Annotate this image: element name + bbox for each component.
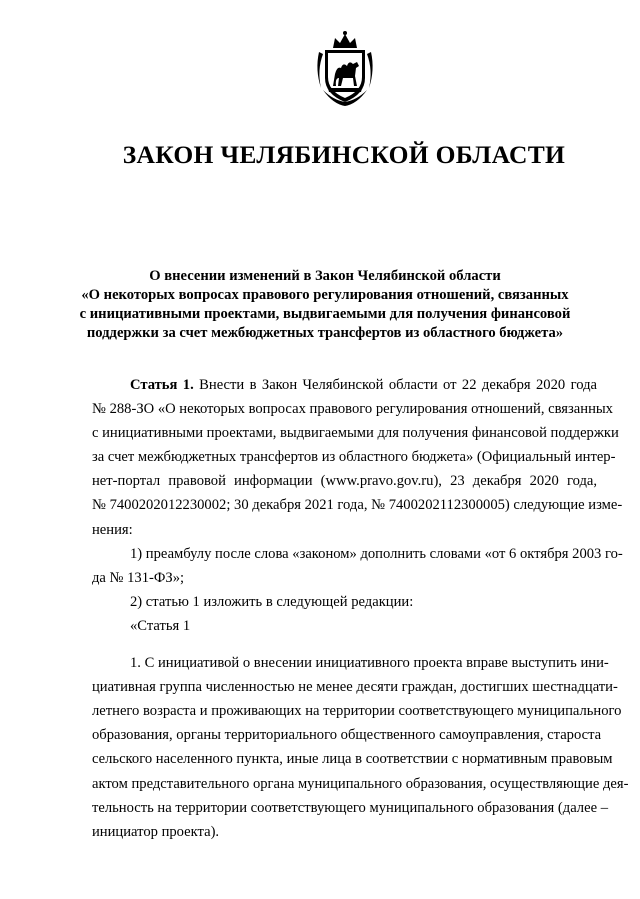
- law-body: [92, 373, 629, 844]
- item-text-line: 2) статью 1 изложить в следующей редакции:: [130, 593, 414, 610]
- paragraph-line: сельского населенного пункта, иные лица в соответствии с нормативным правовым: [92, 751, 613, 768]
- item-text-line: да № 131-ФЗ»;: [92, 569, 185, 586]
- paragraph-line: образования, органы территориального общественного самоуправления, староста: [92, 727, 602, 744]
- spacer: [92, 638, 597, 651]
- quoted-article: [92, 614, 629, 844]
- article-text-line: с инициативными проектами, выдвигаемыми для получения финансовой поддержки: [92, 425, 619, 442]
- paragraph-line: инициатор проекта).: [92, 823, 220, 840]
- paragraph-line: тельность на территории соответствующего муниципального образования (далее –: [92, 799, 608, 816]
- paragraph-line: актом представительного органа муниципального образования, осуществляющие дея-: [92, 775, 629, 792]
- subject-line: с инициативными проектами, выдвигаемыми для получения финансовой: [79, 306, 571, 322]
- law-title: ЗАКОН ЧЕЛЯБИНСКОЙ ОБЛАСТИ: [122, 140, 566, 169]
- subject-line: «О некоторых вопросах правового регулирования отношений, связанных: [81, 287, 569, 303]
- article-1-first-line: [92, 373, 597, 397]
- paragraph-line: циативная группа численностью не менее десяти граждан, достигших шестнадцати-: [92, 679, 618, 696]
- paragraph-line: летнего возраста и проживающих на территории соответствующего муниципального: [92, 703, 622, 720]
- article-text-line: нет-портал правовой информации (www.pravo.gov.ru), 23 декабря 2020 года,: [92, 473, 597, 490]
- subject-line: О внесении изменений в Закон Челябинской области: [149, 268, 501, 284]
- article-1: [92, 373, 623, 542]
- article-label: Статья 1.: [130, 377, 194, 393]
- item-1: [92, 542, 623, 590]
- quoted-article-heading: «Статья 1: [130, 617, 191, 634]
- article-text-line: № 288-ЗО «О некоторых вопросах правового регулирования отношений, связанных: [92, 401, 613, 418]
- item-text-line: 1) преамбулу после слова «законом» дополнить словами «от 6 октября 2003 го-: [130, 545, 623, 562]
- law-subject: [60, 267, 590, 343]
- article-text-line: нения:: [92, 521, 133, 538]
- coat-of-arms-icon: [313, 30, 377, 108]
- paragraph-line: 1. С инициативой о внесении инициативного проекта вправе выступить ини-: [130, 655, 609, 672]
- item-2: [92, 590, 597, 614]
- subject-line: поддержки за счет межбюджетных трансфертов из областного бюджета»: [86, 325, 564, 341]
- article-text-line: Внести в Закон Челябинской области от 22 декабря 2020 года: [199, 377, 597, 393]
- article-text-line: за счет межбюджетных трансфертов из областного бюджета» (Официальный интер-: [92, 449, 616, 466]
- article-text-line: № 7400202012230002; 30 декабря 2021 года, № 7400202112300005) следующие изме-: [92, 497, 623, 514]
